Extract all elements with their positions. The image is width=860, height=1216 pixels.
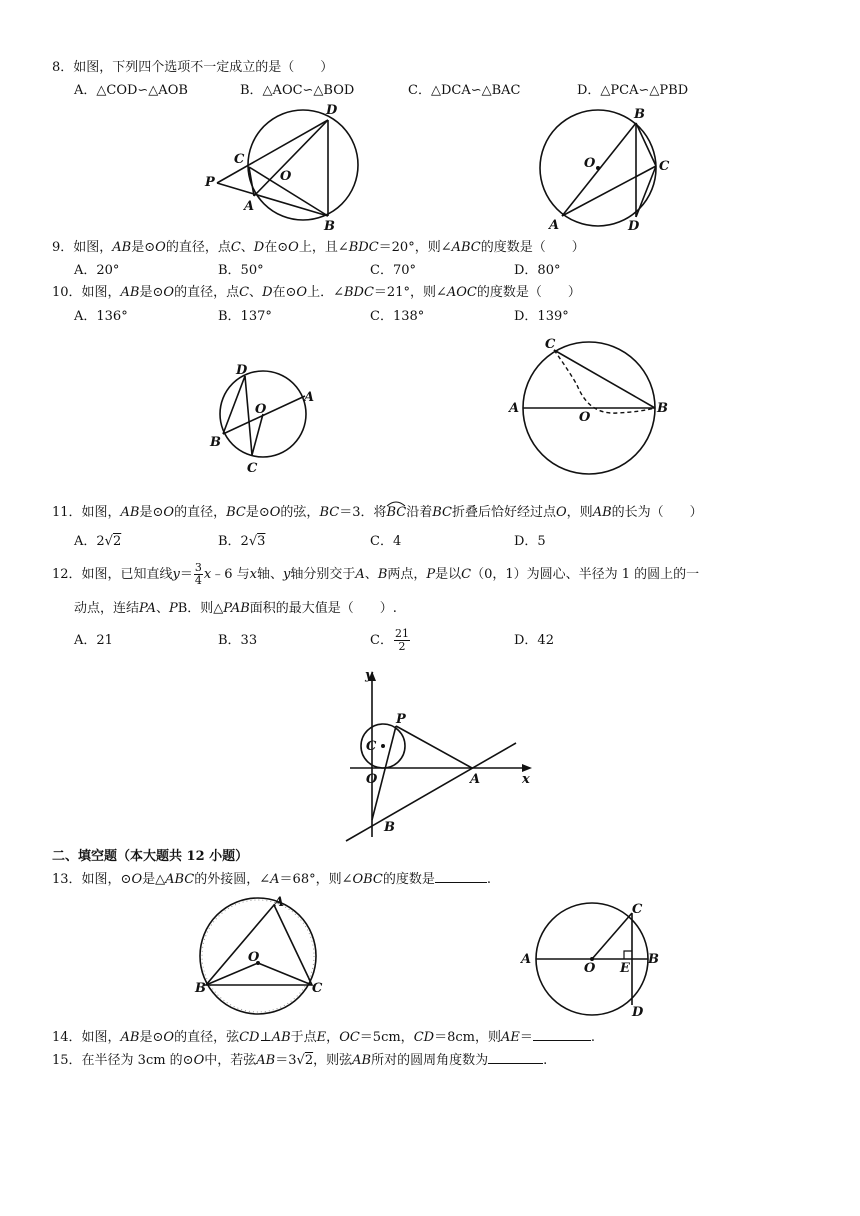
segment-cd — [636, 166, 656, 217]
q15-stem: 15．在半径为 3cm 的⊙O中，若弦AB＝3√2，则弦AB所对的圆周角度数为 . — [52, 1053, 548, 1068]
center-c-dot — [381, 744, 385, 748]
label-o: O — [584, 156, 596, 171]
label-c: C — [632, 902, 643, 917]
label-b: B — [384, 820, 395, 835]
segment-ac — [562, 166, 656, 216]
q9-option-a: A．20° — [74, 263, 120, 278]
label-x: x — [522, 772, 530, 787]
label-c: C — [545, 337, 556, 352]
label-b: B — [657, 401, 668, 416]
label-a: A — [304, 390, 315, 405]
segment-cb — [554, 350, 655, 408]
answer-blank — [488, 1063, 543, 1064]
label-d: D — [236, 363, 248, 378]
q12-figure — [340, 665, 540, 845]
segment-bc — [636, 123, 656, 166]
q10-figure-2 — [505, 335, 680, 480]
label-a: A — [521, 952, 532, 967]
q10-option-d: D．139° — [514, 309, 569, 324]
label-a: A — [470, 772, 481, 787]
q8-stem: 8．如图，下列四个选项不一定成立的是（ ） — [52, 60, 334, 75]
triangle-abc — [206, 905, 312, 985]
q8-option-d: D．△PCA∽△PBD — [577, 83, 689, 98]
arc-bc: BC — [386, 505, 406, 520]
label-c: C — [659, 159, 670, 174]
q12-option-b: B．33 — [218, 633, 258, 648]
q8-option-a: A．△COD∽△AOB — [74, 83, 188, 98]
q12-option-c: C． $\frac{21}{2}$ — [370, 627, 409, 653]
q10-stem: 10．如图，AB是⊙O的直径，点C、D在⊙O上．∠BDC＝21°，则∠AOC的度数是（ ） — [52, 285, 581, 300]
q8-option-b: B．△AOC∽△BOD — [240, 83, 355, 98]
label-b: B — [210, 435, 221, 450]
label-c: C — [247, 461, 258, 476]
q11-option-c: C．4 — [370, 534, 402, 549]
q12-stem-line1: 12．如图，已知直线y＝ $\frac{3}{4}$ x﹣6 与x轴、y轴分别交于A、B两点，P是以C（0，1）为圆心、半径为 1 的圆上的一 — [52, 561, 700, 587]
q10-option-c: C．138° — [370, 309, 425, 324]
q12-stem-line2: 动点，连结PA、PB．则△PAB面积的最大值是（ ）. — [74, 601, 397, 616]
q9-option-d: D．80° — [514, 263, 561, 278]
answer-blank — [533, 1040, 591, 1041]
label-p: P — [396, 712, 406, 727]
label-d: D — [628, 219, 640, 234]
q9-option-b: B．50° — [218, 263, 264, 278]
label-e: E — [620, 961, 630, 976]
fraction-21-2: $\frac{21}{2}$ — [394, 627, 409, 653]
segment-pa — [396, 726, 472, 768]
label-c: C — [312, 981, 323, 996]
label-a: A — [509, 401, 520, 416]
section-heading-fill-in: 二、填空题（本大题共 12 小题） — [52, 849, 249, 864]
answer-blank — [435, 882, 487, 883]
q14-figure — [510, 898, 670, 1023]
label-a: A — [244, 199, 255, 214]
q11-stem: 11．如图，AB是⊙O的直径，BC是⊙O的弦，BC＝3．将 BC沿着BC折叠后恰好经过点O，则AB的长为（ ） — [52, 504, 703, 522]
sqrt-icon: √ — [296, 1053, 305, 1068]
label-a: A — [549, 218, 560, 233]
q8-figure-2 — [530, 100, 680, 235]
q9-stem: 9．如图，AB是⊙O的直径，点C、D在⊙O上，且∠BDC＝20°，则∠ABC的度数是（ ） — [52, 240, 585, 255]
q14-stem: 14．如图，AB是⊙O的直径，弦CD⊥AB于点E，OC＝5cm，CD＝8cm，则AE＝ . — [52, 1030, 595, 1045]
q8-figure-1 — [200, 100, 370, 235]
q9-option-c: C．70° — [370, 263, 416, 278]
fraction-3-4: $\frac{3}{4}$ — [194, 561, 202, 587]
label-b: B — [195, 981, 206, 996]
label-a: A — [274, 895, 285, 910]
label-d: D — [326, 103, 338, 118]
label-d: D — [632, 1005, 644, 1020]
label-b: B — [324, 219, 335, 234]
label-y: y — [365, 668, 373, 683]
q8-option-c: C．△DCA∽△BAC — [408, 83, 521, 98]
q11-option-a: A．2√2 — [74, 534, 122, 549]
q13-stem: 13．如图，⊙O是△ABC的外接圆，∠A＝68°，则∠OBC的度数是 . — [52, 872, 492, 887]
segment-dc — [245, 376, 252, 455]
q13-figure-1 — [190, 893, 340, 1018]
right-angle-icon — [624, 951, 632, 959]
q12-option-a: A．21 — [74, 633, 113, 648]
label-b: B — [648, 952, 659, 967]
arc-mark-icon — [386, 500, 406, 506]
x-axis-arrow-icon — [522, 764, 532, 772]
segment-oc — [592, 913, 632, 959]
label-o: O — [579, 410, 591, 425]
label-c: C — [366, 739, 377, 754]
label-p: P — [205, 175, 215, 190]
q12-option-d: D．42 — [514, 633, 554, 648]
label-o: O — [584, 961, 596, 976]
segment-ob — [206, 963, 258, 985]
label-o: O — [280, 169, 292, 184]
label-o: O — [255, 402, 267, 417]
sqrt-icon: √ — [248, 534, 258, 549]
sqrt-icon: √ — [104, 534, 113, 549]
q10-option-b: B．137° — [218, 309, 272, 324]
segment-ad — [254, 120, 328, 196]
label-o: O — [248, 950, 260, 965]
label-o: O — [366, 772, 378, 787]
label-b: B — [634, 107, 645, 122]
q10-figure-1 — [205, 360, 330, 480]
label-c: C — [234, 152, 245, 167]
center-dot — [596, 166, 600, 170]
circle — [248, 110, 358, 220]
q11-option-d: D．5 — [514, 534, 546, 549]
q11-option-b: B．2√3 — [218, 534, 266, 549]
q10-option-a: A．136° — [74, 309, 128, 324]
